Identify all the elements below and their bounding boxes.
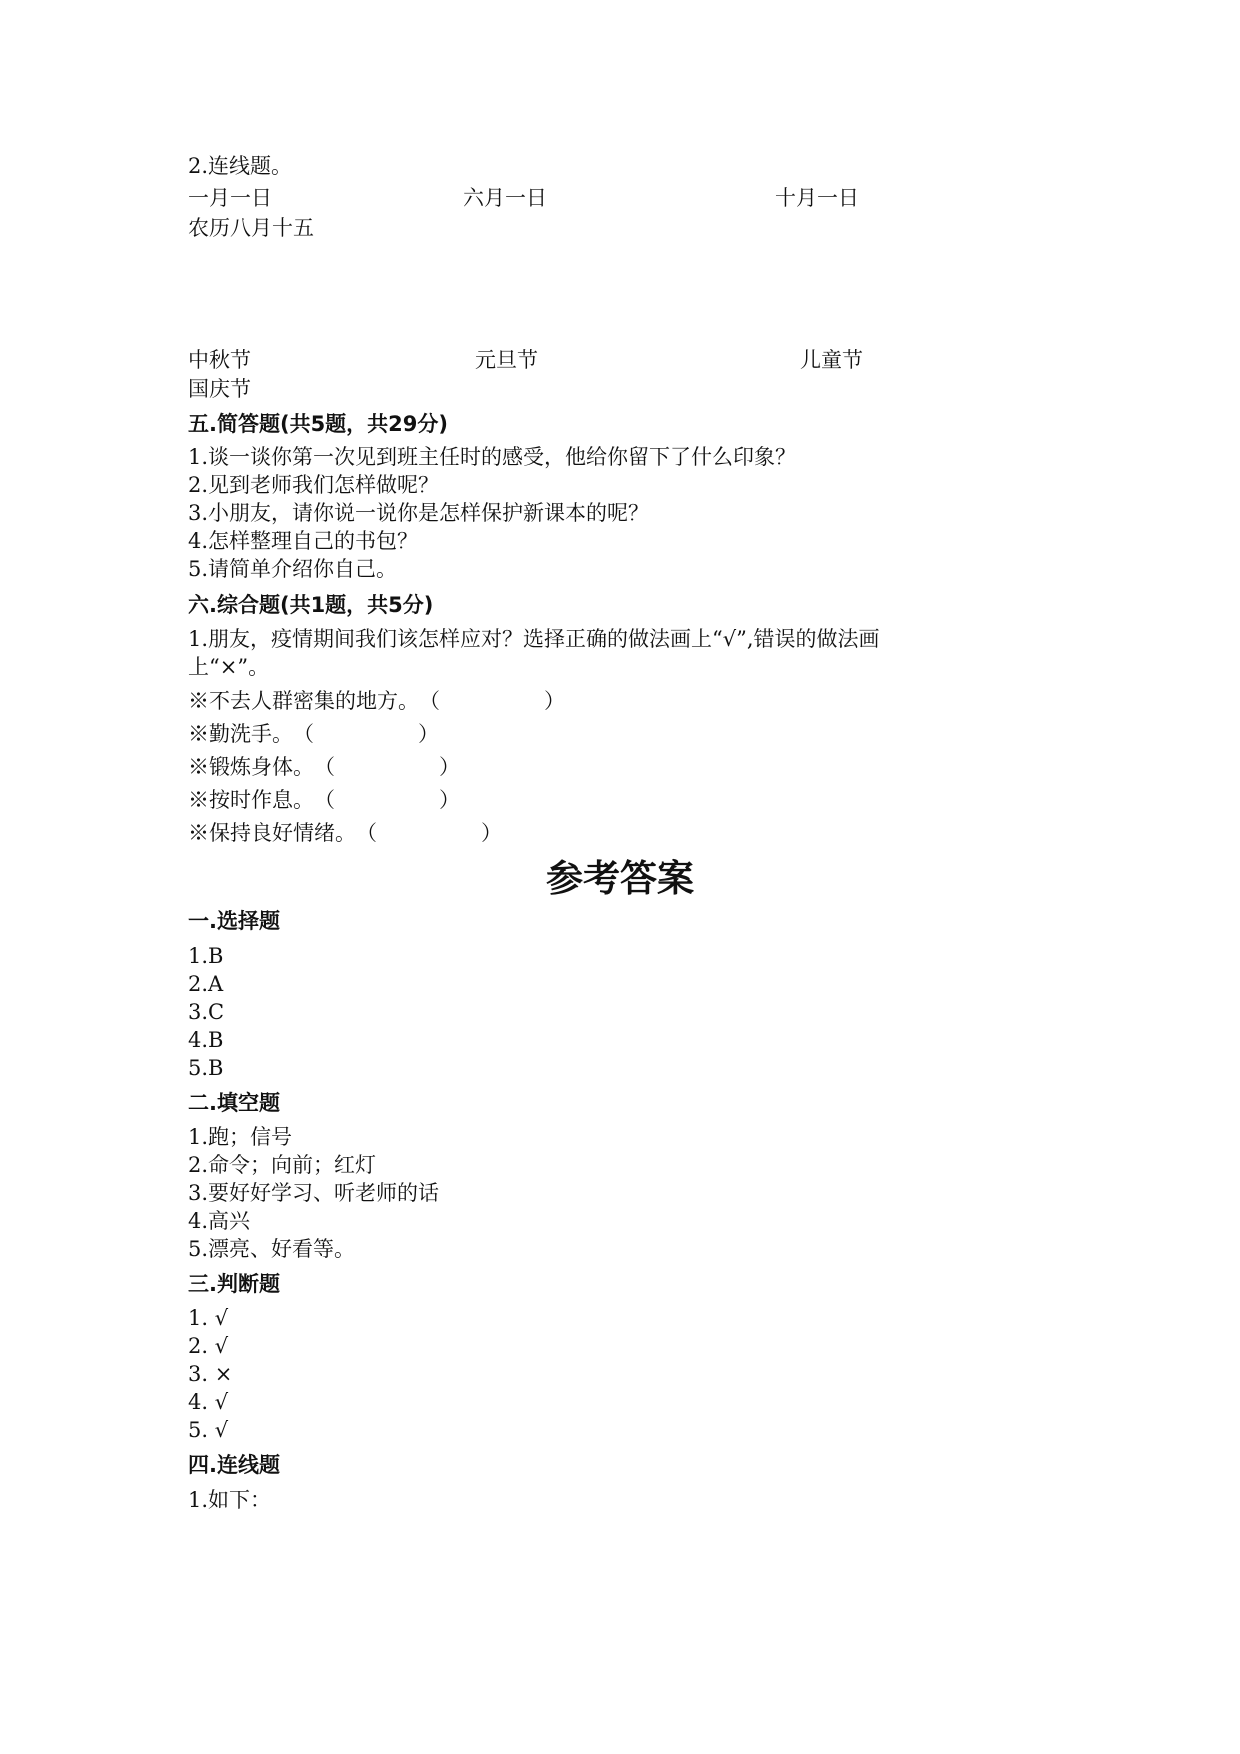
answer-blank-close: ）: [544, 689, 565, 713]
section-heading: 六.综合题(共1题，共5分): [188, 593, 434, 617]
answer-blank-open: （: [314, 788, 335, 812]
answer-item: 3.要好好学习、听老师的话: [188, 1181, 440, 1205]
statement-row: [188, 790, 460, 811]
answers-title: 参考答案: [546, 857, 694, 900]
statement-text: ※锻炼身体。: [188, 755, 314, 779]
answer-blank-close: ）: [481, 821, 502, 845]
answer-item: 4. √: [188, 1390, 229, 1414]
statement-text: ※不去人群密集的地方。: [188, 689, 419, 713]
statement-text: ※保持良好情绪。: [188, 821, 356, 845]
comprehensive-question: 1.朋友，疫情期间我们该怎样应对？选择正确的做法画上“√”,错误的做法画: [188, 627, 880, 651]
matching-festival: 中秋节: [188, 348, 251, 372]
answer-item: 5.漂亮、好看等。: [188, 1237, 356, 1261]
section-heading: 五.简答题(共5题，共29分): [188, 412, 449, 436]
answer-item: 2. √: [188, 1334, 229, 1358]
answer-item: 5. √: [188, 1418, 229, 1442]
answer-blank-close: ）: [418, 722, 439, 746]
short-answer-question: 2.见到老师我们怎样做呢？: [188, 473, 440, 497]
statement-row: [188, 691, 565, 712]
answer-section-heading: 一.选择题: [188, 909, 280, 933]
statement-text: ※勤洗手。: [188, 722, 293, 746]
matching-date: 一月一日: [188, 186, 272, 210]
answer-item: 3. ×: [188, 1362, 233, 1386]
answer-item: 4.B: [188, 1028, 224, 1052]
answer-item: 2.命令；向前；红灯: [188, 1153, 377, 1177]
answer-item: 1.如下：: [188, 1488, 272, 1512]
answer-blank-open: （: [356, 821, 377, 845]
matching-festival: 国庆节: [188, 377, 251, 401]
statement-row: [188, 757, 460, 778]
answer-blank-open: （: [314, 755, 335, 779]
answer-item: 2.A: [188, 972, 224, 996]
answer-item: 3.C: [188, 1000, 225, 1024]
answer-blank-close: ）: [439, 755, 460, 779]
matching-question: 2.连线题。: [188, 154, 293, 178]
matching-date: 六月一日: [463, 186, 547, 210]
comprehensive-question-continued: 上“×”。: [188, 655, 270, 679]
matching-date: 十月一日: [775, 186, 859, 210]
answer-blank-open: （: [293, 722, 314, 746]
answer-blank-close: ）: [439, 788, 460, 812]
answer-item: 1. √: [188, 1306, 229, 1330]
statement-text: ※按时作息。: [188, 788, 314, 812]
matching-festival: 儿童节: [800, 348, 863, 372]
short-answer-question: 4.怎样整理自己的书包？: [188, 529, 419, 553]
answer-blank-open: （: [419, 689, 440, 713]
answer-item: 5.B: [188, 1056, 224, 1080]
answer-item: 1.B: [188, 944, 224, 968]
matching-festival: 元旦节: [475, 348, 538, 372]
matching-date: 农历八月十五: [188, 216, 314, 240]
answer-section-heading: 四.连线题: [188, 1453, 280, 1477]
statement-row: [188, 823, 502, 844]
statement-row: [188, 724, 439, 745]
answer-section-heading: 二.填空题: [188, 1091, 280, 1115]
answer-section-heading: 三.判断题: [188, 1272, 280, 1296]
short-answer-question: 3.小朋友，请你说一说你是怎样保护新课本的呢？: [188, 501, 650, 525]
short-answer-question: 5.请简单介绍你自己。: [188, 557, 398, 581]
answer-item: 1.跑；信号: [188, 1125, 293, 1149]
short-answer-question: 1.谈一谈你第一次见到班主任时的感受，他给你留下了什么印象？: [188, 445, 797, 469]
answer-item: 4.高兴: [188, 1209, 251, 1233]
